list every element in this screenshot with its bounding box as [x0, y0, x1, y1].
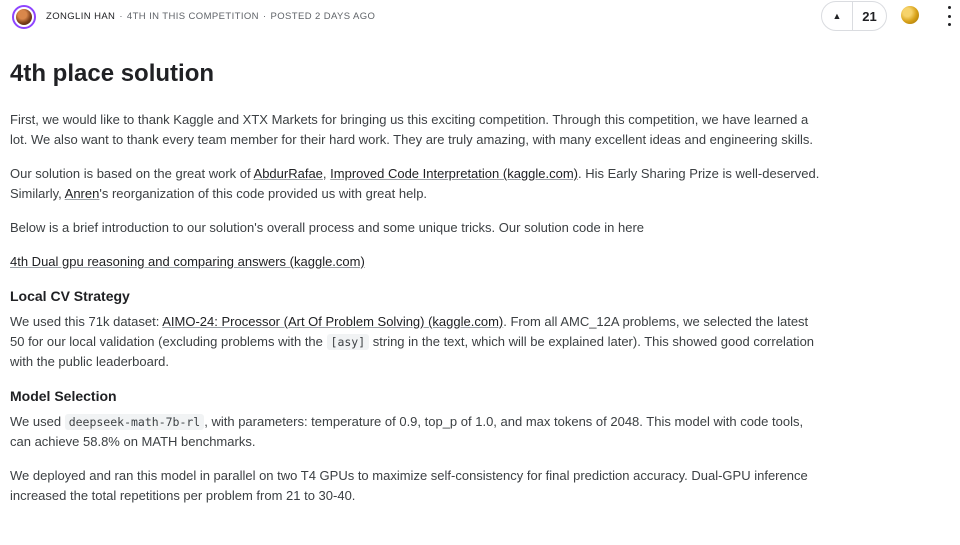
gold-medal-icon	[901, 6, 919, 24]
link-abdurrafae[interactable]: AbdurRafae	[253, 166, 323, 181]
post-meta	[46, 11, 375, 22]
text: ,	[322, 166, 331, 181]
author-name[interactable]: ZONGLIN HAN	[46, 11, 116, 22]
post-header	[0, 0, 960, 34]
meta-separator: ·	[119, 11, 123, 22]
text: . From all AMC_12A problems, we selected the latest 50 for our local validation (excluding problems with the	[10, 314, 809, 349]
text: 's reorganization of this code provided us with great help.	[99, 186, 428, 201]
post-title: 4th place solution	[10, 60, 215, 87]
inline-code-asy: [asy]	[327, 334, 370, 350]
paragraph-model	[10, 412, 825, 452]
heading-local-cv: Local CV Strategy	[10, 288, 130, 304]
link-improved-code-interpretation[interactable]: Improved Code Interpretation (kaggle.com)	[330, 166, 579, 181]
vote-widget	[821, 1, 887, 31]
link-aimo-dataset[interactable]: AIMO-24: Processor (Art Of Problem Solving) (kaggle.com)	[162, 314, 504, 329]
paragraph-code-link	[10, 252, 825, 272]
link-solution-code[interactable]: 4th Dual gpu reasoning and comparing answers (kaggle.com)	[10, 254, 365, 269]
avatar[interactable]	[12, 5, 36, 29]
avatar-image	[16, 9, 32, 25]
text: , with parameters: temperature of 0.9, top_p of 1.0, and max tokens of 2048. This model with code tools, can achieve 58.8% on MATH benchmarks.	[10, 414, 804, 449]
text: Our solution is based on the great work of	[10, 166, 254, 181]
text: string in the text, which will be explained later). This showed good correlation with the public leaderboard.	[10, 334, 815, 369]
paragraph-thanks: First, we would like to thank Kaggle and XTX Markets for bringing us this exciting competition. Through this competition, we have learned a lot. We also want to thank every team member for their hard work. They are truly amazing, with many excellent ideas and engineering skills.	[10, 112, 814, 147]
text: We used	[10, 414, 65, 429]
post-body	[10, 56, 825, 520]
upvote-triangle-icon: ▲	[832, 11, 842, 21]
paragraph-based-on	[10, 164, 825, 204]
vote-count: 21	[862, 8, 877, 24]
kebab-menu-icon[interactable]	[946, 6, 952, 26]
upvote-button[interactable]	[822, 2, 852, 30]
inline-code-model: deepseek-math-7b-rl	[65, 414, 205, 430]
meta-separator: ·	[262, 11, 267, 22]
paragraph-dual-gpu: We deployed and ran this model in parallel on two T4 GPUs to maximize self-consistency for final prediction accuracy. Dual-GPU inference increased the total repetitions per problem from 21 to 30-40.	[10, 468, 808, 503]
text: . His Early Sharing Prize is well-deserved. Similarly,	[10, 166, 820, 201]
text: We used this 71k dataset:	[10, 314, 163, 329]
competition-rank: 4TH IN THIS COMPETITION	[126, 11, 259, 22]
post-date: POSTED 2 DAYS AGO	[270, 11, 376, 22]
heading-model-selection: Model Selection	[10, 388, 117, 404]
paragraph-local-cv	[10, 312, 825, 372]
link-anren[interactable]: Anren	[64, 186, 100, 201]
paragraph-intro: Below is a brief introduction to our solution's overall process and some unique tricks. Our solution code in here	[10, 220, 645, 235]
